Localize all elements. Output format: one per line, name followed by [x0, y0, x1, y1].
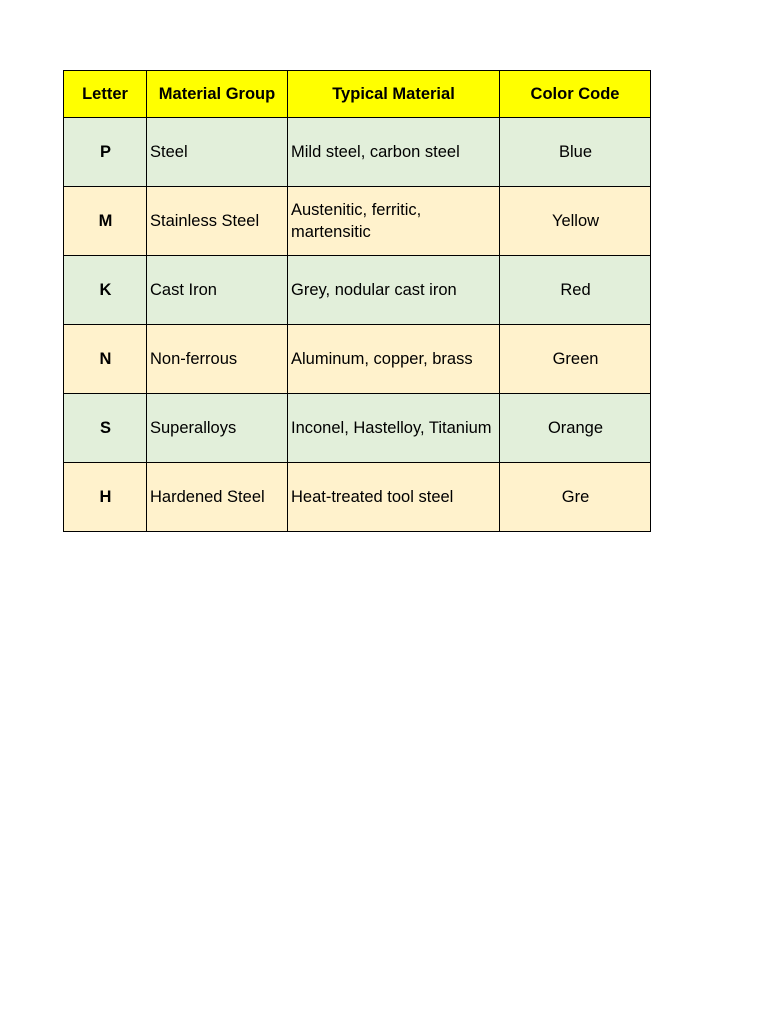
header-letter: Letter — [64, 71, 147, 118]
cell-material-group: Non-ferrous — [147, 325, 288, 394]
header-material-group: Material Group — [147, 71, 288, 118]
cell-letter: P — [64, 118, 147, 187]
cell-color-code: Gre — [500, 463, 651, 532]
table-row — [64, 118, 651, 187]
cell-typical-material: Grey, nodular cast iron — [288, 256, 500, 325]
table-row — [64, 187, 651, 256]
cell-color-code: Orange — [500, 394, 651, 463]
cell-letter: M — [64, 187, 147, 256]
cell-color-code: Red — [500, 256, 651, 325]
table-header-row — [64, 71, 651, 118]
table-row — [64, 256, 651, 325]
cell-color-code: Blue — [500, 118, 651, 187]
cell-letter: K — [64, 256, 147, 325]
cell-letter: S — [64, 394, 147, 463]
cell-typical-material: Aluminum, copper, brass — [288, 325, 500, 394]
cell-material-group: Stainless Steel — [147, 187, 288, 256]
cell-typical-material: Inconel, Hastelloy, Titanium — [288, 394, 500, 463]
cell-letter: H — [64, 463, 147, 532]
table-row — [64, 325, 651, 394]
cell-typical-material: Heat-treated tool steel — [288, 463, 500, 532]
table-row — [64, 394, 651, 463]
cell-material-group: Superalloys — [147, 394, 288, 463]
cell-typical-material: Mild steel, carbon steel — [288, 118, 500, 187]
cell-color-code: Yellow — [500, 187, 651, 256]
cell-letter: N — [64, 325, 147, 394]
header-color-code: Color Code — [500, 71, 651, 118]
cell-color-code: Green — [500, 325, 651, 394]
header-typical-material: Typical Material — [288, 71, 500, 118]
table-row — [64, 463, 651, 532]
cell-material-group: Cast Iron — [147, 256, 288, 325]
cell-material-group: Steel — [147, 118, 288, 187]
cell-material-group: Hardened Steel — [147, 463, 288, 532]
material-group-table — [63, 70, 651, 532]
cell-typical-material: Austenitic, ferritic, martensitic — [288, 187, 500, 256]
